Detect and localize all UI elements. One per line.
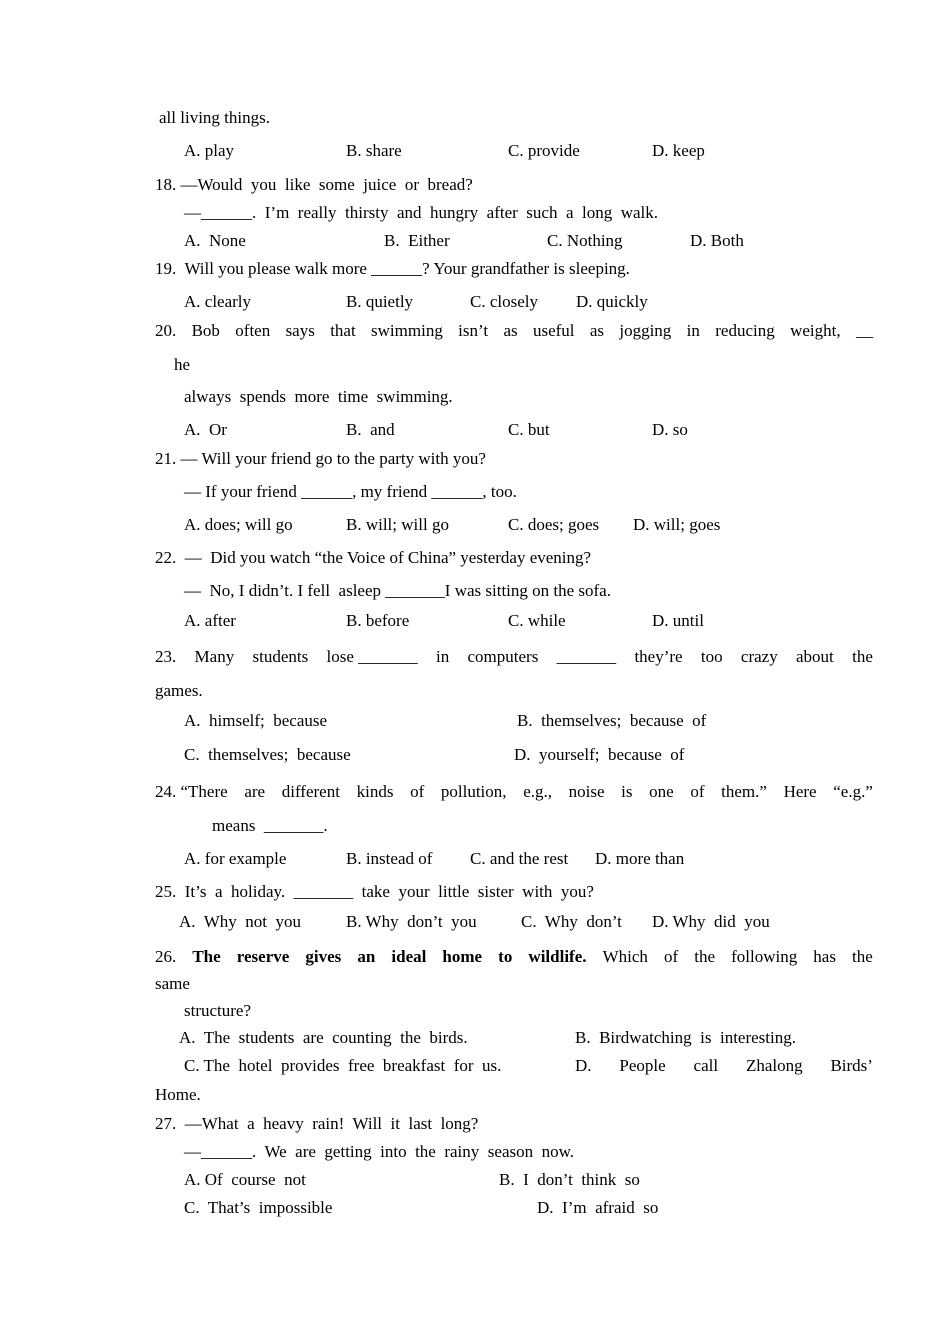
question-20-stem bbox=[155, 320, 873, 342]
option-c: C. Why don’t bbox=[521, 912, 622, 931]
word: following bbox=[731, 947, 798, 966]
option-d: D. yourself; because of bbox=[514, 745, 685, 764]
option-d: D. Both bbox=[690, 231, 744, 250]
word: jogging bbox=[619, 321, 672, 340]
word: 26. bbox=[155, 947, 177, 966]
option-c: C. That’s impossible bbox=[184, 1198, 333, 1217]
word: isn’t bbox=[458, 321, 489, 340]
word: says bbox=[285, 321, 315, 340]
word: Here bbox=[783, 782, 817, 801]
option-c: C. closely bbox=[470, 292, 538, 311]
word: Many bbox=[194, 647, 235, 666]
word: reducing bbox=[715, 321, 775, 340]
word: call bbox=[693, 1056, 719, 1075]
word: Zhalong bbox=[745, 1056, 803, 1075]
bold-word: home bbox=[442, 947, 483, 966]
option-d: D. quickly bbox=[576, 292, 648, 311]
option-c: C. provide bbox=[508, 141, 580, 160]
option-b: B. Why don’t you bbox=[346, 912, 477, 931]
question-18-stem: 18. —Would you like some juice or bread? bbox=[155, 175, 473, 194]
bold-word: gives bbox=[305, 947, 342, 966]
word: students bbox=[252, 647, 309, 666]
option-b: B. before bbox=[346, 611, 410, 630]
question-27-stem: 27. —What a heavy rain! Will it last long? bbox=[155, 1114, 479, 1133]
word: noise bbox=[568, 782, 605, 801]
option-c: C. The hotel provides free breakfast for us. bbox=[184, 1056, 502, 1075]
option-a: A. play bbox=[184, 141, 235, 160]
text-line: means _______. bbox=[212, 816, 328, 835]
text-line: he bbox=[174, 355, 191, 374]
word: as bbox=[503, 321, 518, 340]
option-d: D. keep bbox=[652, 141, 705, 160]
option-b: B. Birdwatching is interesting. bbox=[575, 1028, 796, 1047]
option-b: B. will; will go bbox=[346, 515, 449, 534]
word: lose _______ bbox=[326, 647, 418, 666]
word: Bob bbox=[191, 321, 220, 340]
word: about bbox=[796, 647, 834, 666]
text-line: all living things. bbox=[159, 108, 270, 127]
option-d: D. will; goes bbox=[633, 515, 721, 534]
word: D. bbox=[575, 1056, 592, 1075]
word: that bbox=[330, 321, 356, 340]
word: People bbox=[619, 1056, 666, 1075]
word: often bbox=[235, 321, 271, 340]
option-d: D. I’m afraid so bbox=[537, 1198, 659, 1217]
question-26-stem bbox=[155, 946, 873, 968]
option-a: A. after bbox=[184, 611, 236, 630]
question-22-reply: — No, I didn’t. I fell asleep _______I was sitting on the sofa. bbox=[184, 581, 611, 600]
option-d: D. more than bbox=[595, 849, 685, 868]
option-d: D. Why did you bbox=[652, 912, 770, 931]
word: computers bbox=[467, 647, 539, 666]
option-b: B. instead of bbox=[346, 849, 433, 868]
text-line: Home. bbox=[155, 1085, 201, 1104]
word: e.g., bbox=[523, 782, 552, 801]
option-a: A. for example bbox=[184, 849, 287, 868]
word: in bbox=[435, 647, 450, 666]
option-c: C. themselves; because bbox=[184, 745, 351, 764]
bold-word: The bbox=[192, 947, 221, 966]
text-line: games. bbox=[155, 681, 203, 700]
option-a: A. The students are counting the birds. bbox=[179, 1028, 468, 1047]
question-24-stem bbox=[155, 781, 873, 803]
blank: __ bbox=[855, 321, 873, 340]
word: in bbox=[686, 321, 700, 340]
option-b: B. and bbox=[346, 420, 395, 439]
option-d: D. until bbox=[652, 611, 704, 630]
question-27-reply: —______. We are getting into the rainy season now. bbox=[184, 1142, 575, 1161]
question-21-stem: 21. — Will your friend go to the party with you? bbox=[155, 449, 486, 468]
word: are bbox=[244, 782, 266, 801]
option-c: C. and the rest bbox=[470, 849, 569, 868]
option-b: B. share bbox=[346, 141, 402, 160]
option-d: D. so bbox=[652, 420, 688, 439]
word: one bbox=[649, 782, 674, 801]
option-d bbox=[575, 1055, 873, 1077]
option-b: B. Either bbox=[384, 231, 450, 250]
text-line: structure? bbox=[184, 1001, 252, 1020]
bold-word: wildlife. bbox=[528, 947, 587, 966]
option-c: C. while bbox=[508, 611, 566, 630]
word: the bbox=[852, 947, 873, 966]
word: weight, bbox=[790, 321, 841, 340]
question-18-reply: —______. I’m really thirsty and hungry after such a long walk. bbox=[184, 203, 659, 222]
word: too bbox=[700, 647, 723, 666]
word: Birds’ bbox=[830, 1056, 873, 1075]
option-a: A. None bbox=[184, 231, 246, 250]
option-a: A. Why not you bbox=[179, 912, 301, 931]
word: them.” bbox=[721, 782, 767, 801]
word: 24. “There bbox=[155, 782, 228, 801]
option-b: B. I don’t think so bbox=[499, 1170, 640, 1189]
option-c: C. Nothing bbox=[547, 231, 623, 250]
bold-word: ideal bbox=[391, 947, 427, 966]
word: of bbox=[410, 782, 425, 801]
word: as bbox=[589, 321, 605, 340]
word: Which bbox=[602, 947, 648, 966]
option-b: B. themselves; because of bbox=[517, 711, 707, 730]
word: the bbox=[694, 947, 716, 966]
question-22-stem: 22. — Did you watch “the Voice of China” yesterday evening? bbox=[155, 548, 592, 567]
question-21-reply: — If your friend ______, my friend ______, too. bbox=[184, 482, 517, 501]
option-a: A. does; will go bbox=[184, 515, 293, 534]
option-c: C. does; goes bbox=[508, 515, 600, 534]
word: useful bbox=[532, 321, 575, 340]
bold-word: reserve bbox=[236, 947, 290, 966]
bold-word: an bbox=[357, 947, 376, 966]
word: 23. bbox=[155, 647, 177, 666]
question-19-stem: 19. Will you please walk more ______? Your grandfather is sleeping. bbox=[155, 259, 630, 278]
text-line: same bbox=[155, 974, 190, 993]
word: 20. bbox=[155, 321, 177, 340]
word: they’re bbox=[634, 647, 683, 666]
word: swimming bbox=[371, 321, 443, 340]
word: the bbox=[852, 647, 873, 666]
word: of bbox=[664, 947, 679, 966]
word: crazy bbox=[740, 647, 778, 666]
option-a: A. clearly bbox=[184, 292, 252, 311]
question-23-stem bbox=[155, 646, 873, 668]
blank: _______ bbox=[556, 647, 617, 666]
option-a: A. himself; because bbox=[184, 711, 328, 730]
text-line: always spends more time swimming. bbox=[184, 387, 453, 406]
bold-word: to bbox=[498, 947, 513, 966]
option-c: C. but bbox=[508, 420, 550, 439]
word: has bbox=[813, 947, 836, 966]
word: of bbox=[690, 782, 705, 801]
word: is bbox=[621, 782, 633, 801]
word: kinds bbox=[356, 782, 394, 801]
option-a: A. Or bbox=[184, 420, 227, 439]
word: different bbox=[281, 782, 340, 801]
question-25-stem: 25. It’s a holiday. _______ take your little sister with you? bbox=[155, 882, 594, 901]
option-a: A. Of course not bbox=[184, 1170, 306, 1189]
word: “e.g.” bbox=[833, 782, 873, 801]
option-b: B. quietly bbox=[346, 292, 414, 311]
word: pollution, bbox=[440, 782, 507, 801]
